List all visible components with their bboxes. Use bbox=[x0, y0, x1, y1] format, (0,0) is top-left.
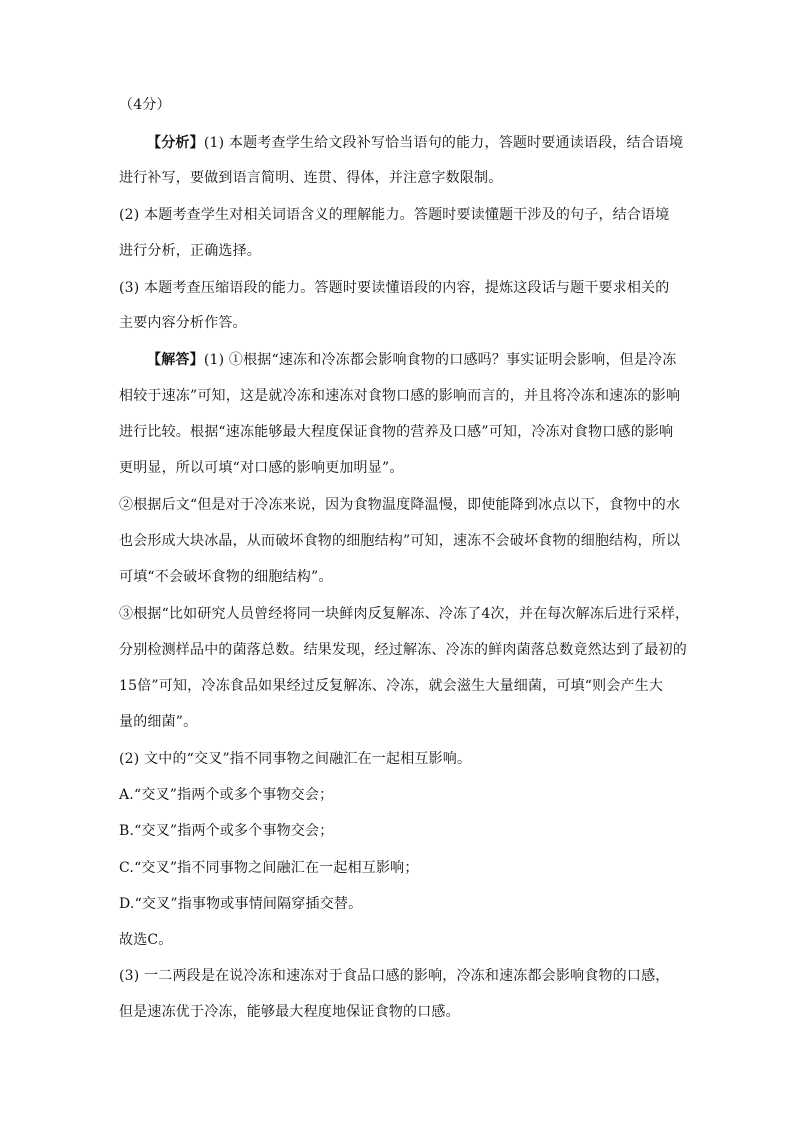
answer-line-1 bbox=[147, 350, 707, 370]
score-note: （4分） bbox=[119, 97, 171, 113]
answer-line-11: 量的细菌”。 bbox=[119, 714, 198, 730]
answer-line-10: 15倍”可知，冷冻食品如果经过反复解冻、冷冻，就会滋生大量细菌，可填“则会产生大 bbox=[119, 678, 664, 694]
answer-line-7: 可填“不会破坏食物的细胞结构”。 bbox=[119, 569, 333, 585]
answer-line-8: ③根据“比如研究人员曾经将同一块鲜肉反复解冻、冷冻了4次，并在每次解冻后进行采样， bbox=[119, 606, 690, 622]
analysis-line-4: 进行分析，正确选择。 bbox=[119, 243, 261, 259]
answer-text: (1) ①根据“速冻和冷冻都会影响食物的口感吗？事实证明会影响，但是冷冻 bbox=[203, 352, 677, 368]
option-a: A.“交叉”指两个或多个事物交会； bbox=[119, 787, 334, 803]
analysis-line-2: 进行补写，要做到语言简明、连贯、得体，并注意字数限制。 bbox=[119, 170, 503, 186]
answer-line-12: (2) 文中的“交叉”指不同事物之间融汇在一起相互影响。 bbox=[119, 751, 472, 767]
answer-tag: 【解答】 bbox=[147, 352, 204, 368]
answer-line-5: ②根据后文“但是对于冷冻来说，因为食物温度降温慢，即使能降到冰点以下，食物中的水 bbox=[119, 497, 681, 513]
analysis-text: (1) 本题考查学生给文段补写恰当语句的能力，答题时要通读语段，结合语境 bbox=[203, 135, 684, 151]
answer-line-6: 也会形成大块冰晶，从而破坏食物的细胞结构”可知，速冻不会破坏食物的细胞结构，所以 bbox=[119, 533, 681, 549]
analysis-line-5: (3) 本题考查压缩语段的能力。答题时要读懂语段的内容，提炼这段话与题干要求相关的 bbox=[119, 280, 670, 296]
analysis-tag: 【分析】 bbox=[147, 135, 204, 151]
answer-line-4: 更明显，所以可填“对口感的影响更加明显”。 bbox=[119, 460, 404, 476]
answer-line-3: 进行比较。根据“速冻能够最大程度保证食物的营养及口感”可知，冷冻对食物口感的影响 bbox=[119, 424, 674, 440]
option-d: D.“交叉”指事物或事情间隔穿插交替。 bbox=[119, 896, 363, 912]
choice-conclusion: 故选C。 bbox=[119, 932, 173, 948]
option-c: C.“交叉”指不同事物之间融汇在一起相互影响； bbox=[119, 860, 419, 876]
analysis-line-1 bbox=[147, 133, 707, 153]
analysis-line-3: (2) 本题考查学生对相关词语含义的理解能力。答题时要读懂题干涉及的句子，结合语境 bbox=[119, 207, 670, 223]
option-b: B.“交叉”指两个或多个事物交会； bbox=[119, 823, 334, 839]
analysis-line-6: 主要内容分析作答。 bbox=[119, 315, 247, 331]
answer-line-18: (3) 一二两段是在说冷冻和速冻对于食品口感的影响，冷冻和速冻都会影响食物的口感， bbox=[119, 968, 670, 984]
answer-line-9: 分别检测样品中的菌落总数。结果发现，经过解冻、冷冻的鲜肉菌落总数竟然达到了最初的 bbox=[119, 642, 687, 658]
answer-line-2: 相较于速冻”可知，这是就冷冻和速冻对食物口感的影响而言的，并且将冷冻和速冻的影响 bbox=[119, 388, 681, 404]
answer-line-19: 但是速冻优于冷冻，能够最大程度地保证食物的口感。 bbox=[119, 1004, 460, 1020]
